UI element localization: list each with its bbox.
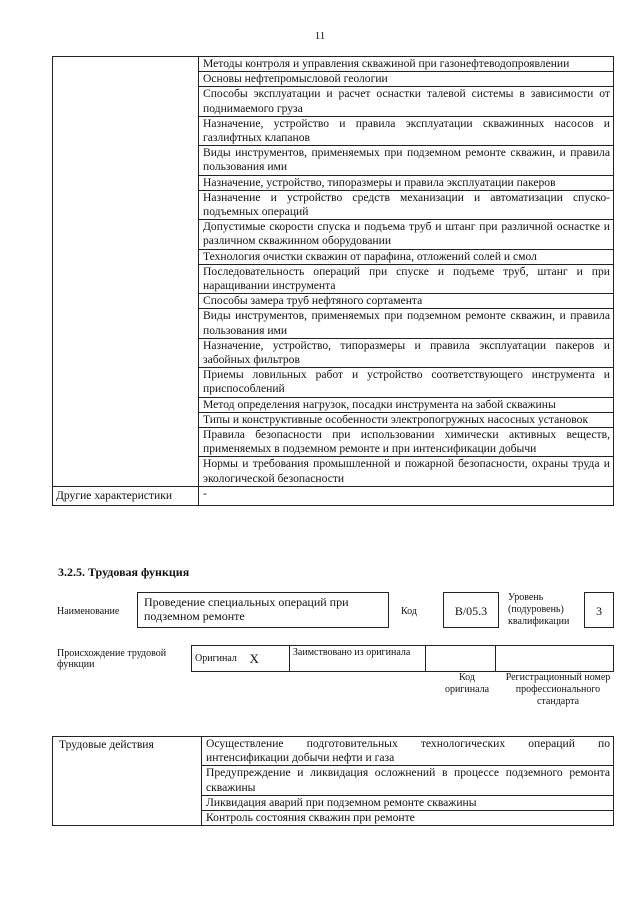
- registration-number-cell: [495, 646, 613, 672]
- original-label: Оригинал: [192, 646, 247, 672]
- action-item: Предупреждение и ликвидация осложнений в процессе подземного ремонта скважины: [202, 766, 614, 795]
- origin-label: Происхождение трудовой функции: [57, 648, 167, 670]
- other-characteristics-label: Другие характеристики: [53, 486, 199, 505]
- original-code-caption: Код оригинала: [444, 672, 490, 695]
- qualification-level-label: Уровень (подуровень) квалификации: [508, 592, 570, 627]
- actions-label: Трудовые действия: [53, 737, 202, 826]
- action-item: Ликвидация аварий при подземном ремонте скважины: [202, 795, 614, 810]
- action-row: [53, 737, 614, 766]
- knowledge-item: Допустимые скорости спуска и подъема труб и штанг при различной оснастке и различном скважинном оборудовании: [199, 220, 614, 249]
- knowledge-table: [52, 56, 614, 506]
- knowledge-item: Типы и конструктивные особенности электропогружных насосных установок: [199, 412, 614, 427]
- knowledge-item: Назначение, устройство и правила эксплуатации скважинных насосов и газлифтных клапанов: [199, 116, 614, 145]
- knowledge-table-body: [53, 57, 614, 506]
- knowledge-label-cell: [53, 57, 199, 487]
- knowledge-item: Последовательность операций при спуске и подъеме труб, штанг и при наращивании инструмента: [199, 264, 614, 293]
- knowledge-item: Назначение, устройство, типоразмеры и правила эксплуатации пакеров и забойных фильтров: [199, 338, 614, 367]
- origin-table: [191, 645, 614, 672]
- borrowed-label: Заимствовано из оригинала: [289, 646, 425, 672]
- function-name: Проведение специальных операций при подземном ремонте: [137, 592, 389, 628]
- action-item: Осуществление подготовительных технологических операций по интенсификации добычи нефти и газа: [202, 737, 614, 766]
- function-code-label: Код: [401, 606, 417, 617]
- knowledge-item: Методы контроля и управления скважиной при газонефтеводопроявлении: [199, 57, 614, 72]
- knowledge-item: Виды инструментов, применяемых при подземном ремонте скважин, и правила пользования ими: [199, 309, 614, 338]
- section-title: 3.2.5. Трудовая функция: [58, 565, 190, 579]
- knowledge-item: Назначение и устройство средств механизации и автоматизации спуско-подъемных операций: [199, 190, 614, 219]
- original-mark: X: [247, 646, 290, 672]
- actions-table-body: [53, 737, 614, 826]
- page-number: 11: [314, 30, 326, 42]
- knowledge-item: Назначение, устройство, типоразмеры и правила эксплуатации пакеров: [199, 175, 614, 190]
- other-characteristics-row: [53, 486, 614, 505]
- knowledge-item: Способы замера труб нефтяного сортамента: [199, 294, 614, 309]
- action-item: Контроль состояния скважин при ремонте: [202, 811, 614, 826]
- knowledge-item: Виды инструментов, применяемых при подземном ремонте скважин, и правила пользования ими: [199, 146, 614, 175]
- actions-table: [52, 736, 614, 826]
- knowledge-item: Приемы ловильных работ и устройство соответствующего инструмента и приспособлений: [199, 368, 614, 397]
- knowledge-item: Основы нефтепромысловой геологии: [199, 72, 614, 87]
- knowledge-item: Технология очистки скважин от парафина, отложений солей и смол: [199, 249, 614, 264]
- original-code-cell: [426, 646, 496, 672]
- knowledge-item: Метод определения нагрузок, посадки инструмента на забой скважины: [199, 397, 614, 412]
- other-characteristics-value: -: [199, 486, 614, 505]
- knowledge-item: Нормы и требования промышленной и пожарной безопасности, охраны труда и экологической безопасности: [199, 457, 614, 486]
- qualification-level: 3: [584, 592, 614, 628]
- function-name-label: Наименование: [57, 606, 120, 617]
- knowledge-item: Правила безопасности при использовании химически активных веществ, применяемых в подземном ремонте и при интенсификации добычи: [199, 428, 614, 457]
- function-code: B/05.3: [443, 592, 499, 628]
- knowledge-row: [53, 57, 614, 72]
- knowledge-item: Способы эксплуатации и расчет оснастки талевой системы в зависимости от поднимаемого груза: [199, 87, 614, 116]
- registration-number-caption: Регистрационный номер профессионального стандарта: [505, 672, 611, 707]
